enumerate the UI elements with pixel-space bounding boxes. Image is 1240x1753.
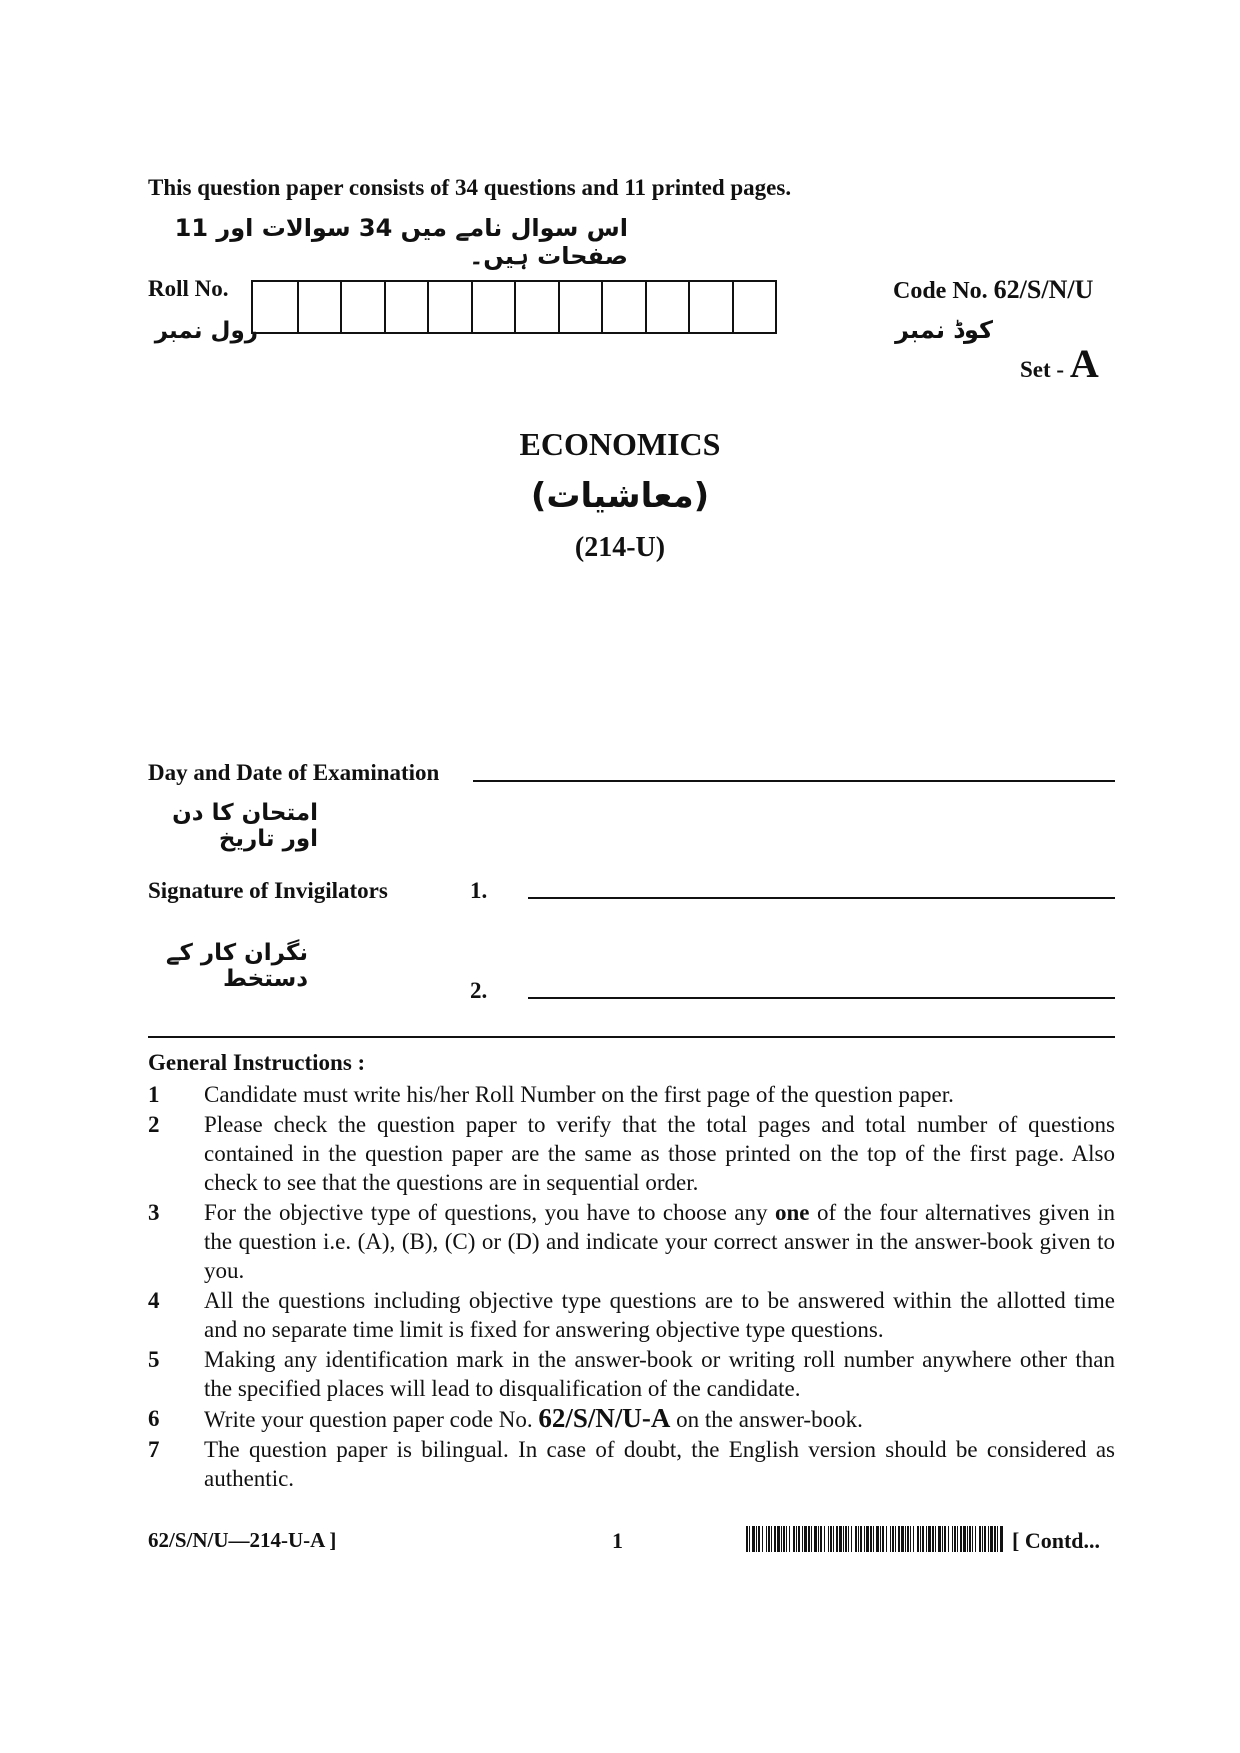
roll-number-label-urdu: رول نمبر <box>154 318 258 344</box>
page-count-notice-urdu: اس سوال نامے میں 34 سوالات اور 11 صفحات ہیں۔ <box>174 214 628 270</box>
instruction-item <box>148 1080 1115 1109</box>
roll-number-box[interactable] <box>558 282 602 332</box>
roll-number-box[interactable] <box>601 282 645 332</box>
roll-number-boxes[interactable] <box>251 280 777 334</box>
roll-number-box[interactable] <box>514 282 558 332</box>
instruction-number: 6 <box>148 1406 160 1431</box>
roll-number-box[interactable] <box>732 282 776 332</box>
set-label: Set - <box>1020 357 1065 382</box>
instruction-text-part: of the four alternatives given in the question i.e. (A), (B), (C) or (D) and indicate your correct answer in the answer-book given to you. <box>204 1200 1115 1283</box>
instruction-number: 5 <box>148 1347 160 1372</box>
general-instructions-heading: General Instructions : <box>148 1050 366 1075</box>
instruction-text: The question paper is bilingual. In case of doubt, the English version should be considered as authentic. <box>204 1437 1115 1491</box>
instruction-text: Candidate must write his/her Roll Number on the first page of the question paper. <box>204 1082 954 1107</box>
instruction-item <box>148 1404 1115 1434</box>
instruction-number: 1 <box>148 1082 160 1107</box>
instruction-number: 2 <box>148 1112 160 1137</box>
signature-field-1[interactable] <box>528 897 1115 899</box>
roll-number-box[interactable] <box>645 282 689 332</box>
continued-marker: [ Contd... <box>1012 1528 1101 1553</box>
footer-paper-code: 62/S/N/U—214-U-A ] <box>148 1528 337 1552</box>
instruction-text <box>204 1198 1115 1285</box>
set-indicator <box>1020 340 1099 387</box>
instruction-text: All the questions including objective type questions are to be answered within the allotted time and no separate time limit is fixed for answering objective type questions. <box>204 1288 1115 1342</box>
instruction-item <box>148 1198 1115 1285</box>
roll-number-label: Roll No. <box>148 276 229 301</box>
instruction-item <box>148 1110 1115 1197</box>
signature-number-2: 2. <box>470 978 488 1003</box>
instruction-item <box>148 1435 1115 1493</box>
roll-number-box[interactable] <box>384 282 428 332</box>
code-number <box>893 275 1093 305</box>
page-count-notice: This question paper consists of 34 questions and 11 printed pages. <box>148 175 792 200</box>
section-divider <box>148 1036 1115 1038</box>
instruction-text-part: on the answer-book. <box>670 1407 863 1432</box>
roll-number-box[interactable] <box>427 282 471 332</box>
exam-date-label: Day and Date of Examination <box>148 760 440 785</box>
subject-title: ECONOMICS <box>519 426 721 462</box>
instruction-text: Please check the question paper to verify that the total pages and total number of questions contained in the question paper are the same as those printed on the top of the first page. Also check to see that the questions are in sequential order. <box>204 1112 1115 1195</box>
subject-code: (214-U) <box>574 532 666 563</box>
roll-number-box[interactable] <box>688 282 732 332</box>
roll-number-box[interactable] <box>297 282 341 332</box>
instruction-text <box>204 1404 1115 1434</box>
instructions-list <box>148 1080 1115 1494</box>
invigilator-signature-label-urdu: نگران کار کے دستخط <box>166 940 308 992</box>
signature-field-2[interactable] <box>528 997 1115 999</box>
instruction-paper-code: 62/S/N/U-A <box>538 1403 671 1433</box>
instruction-text: Making any identification mark in the answer-book or writing roll number anywhere other than the specified places will lead to disqualification of the candidate. <box>204 1347 1115 1401</box>
subject-title-urdu: (معاشیات) <box>530 476 710 516</box>
page-number: 1 <box>612 1528 623 1553</box>
instruction-item <box>148 1345 1115 1403</box>
barcode-icon <box>746 1526 1004 1552</box>
instruction-text-part: For the objective type of questions, you have to choose any <box>204 1200 775 1225</box>
roll-number-box[interactable] <box>471 282 515 332</box>
exam-date-label-urdu: امتحان کا دن اور تاریخ <box>172 800 318 852</box>
code-number-label-urdu: کوڈ نمبر <box>895 316 993 344</box>
code-number-label: Code No. <box>893 278 988 304</box>
instruction-number: 3 <box>148 1200 160 1225</box>
code-number-value: 62/S/N/U <box>993 275 1094 304</box>
instruction-number: 4 <box>148 1288 160 1313</box>
instruction-number: 7 <box>148 1437 160 1462</box>
instruction-emphasis: one <box>775 1200 810 1225</box>
invigilator-signature-label: Signature of Invigilators <box>148 878 388 903</box>
roll-number-box[interactable] <box>340 282 384 332</box>
instruction-item <box>148 1286 1115 1344</box>
set-value: A <box>1069 341 1099 386</box>
roll-number-box[interactable] <box>253 282 297 332</box>
exam-date-field[interactable] <box>473 780 1115 782</box>
instruction-text-part: Write your question paper code No. <box>204 1407 539 1432</box>
signature-number-1: 1. <box>470 878 488 903</box>
